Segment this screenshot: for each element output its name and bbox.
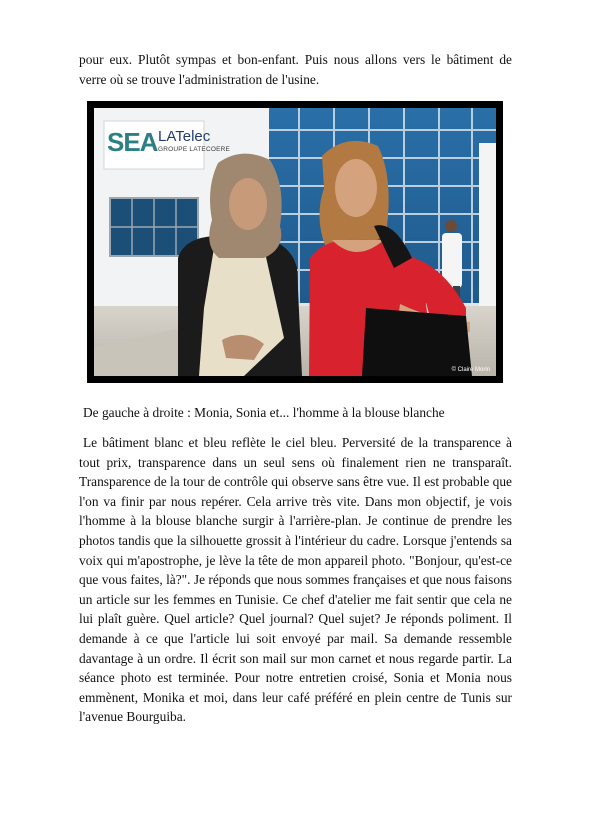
photo-caption: De gauche à droite : Monia, Sonia et... l'homme à la blouse blanche (83, 405, 445, 420)
photo-frame (87, 101, 503, 383)
photo (94, 108, 496, 376)
paragraph-top: pour eux. Plutôt sympas et bon-enfant. Puis nous allons vers le bâtiment de verre où se trouve l'administration de l'usine. (79, 52, 512, 87)
logo-group-name: GROUPE LATECOERE (158, 146, 231, 153)
photo-watermark: © Claire Morin (451, 367, 490, 373)
paragraph-body: Le bâtiment blanc et bleu reflète le ciel bleu. Perversité de la transparence à tout prix, transparence dans un seul sens où finalement rien ne transparaît. Transparence de la tour de contrôle qui observe sans être vue. Il est probable que l'on va finir par nous repérer. Cela arrive très vite. Dans mon objectif, je vois l'homme à la blouse blanche surgir à l'arrière-plan. Je continue de prendre les photos tandis que la silhouette grossit à l'intérieur du cadre. Lorsque j'entends sa voix qui m'apostrophe, je lève la tête de mon appareil photo. "Bonjour, qu'est-ce que vous faites, là?". Je réponds que nous sommes françaises et que nous faisons un article sur les femmes en Tunisie. Ce chef d'atelier me fait sentir que cela ne lui plaît guère. Quel article? Quel journal? Quel sujet? Je réponds poliment. Il demande à ce que l'article lui soit envoyé par mail. Sa demande ressemble davantage à un ordre. Il écrit son mail sur mon carnet et nous regarde partir. La séance photo est terminée. Pour notre entretien croisé, Sonia et Monia nous emmènent, Monika et moi, dans leur café préféré en plein centre de Tunis sur l'avenue Bourguiba. (79, 435, 512, 725)
logo-sea: SEA (107, 127, 158, 157)
logo-latelec: LATelec (158, 128, 211, 145)
